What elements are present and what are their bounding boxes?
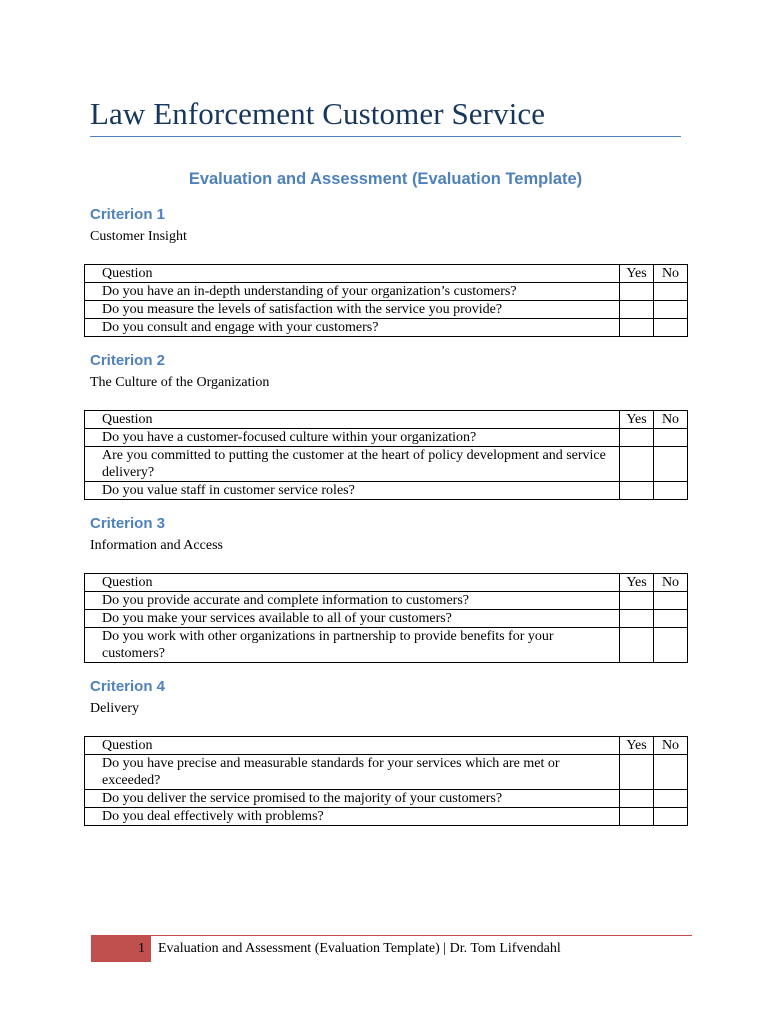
question-cell: Do you have an in-depth understanding of your organization’s customers?: [85, 283, 620, 301]
no-cell[interactable]: [654, 755, 688, 790]
criterion-2-description: The Culture of the Organization: [90, 375, 270, 390]
question-cell: Do you deliver the service promised to the majority of your customers?: [85, 790, 620, 808]
question-cell: Do you consult and engage with your customers?: [85, 319, 620, 337]
no-cell[interactable]: [654, 808, 688, 826]
table-row: [85, 628, 688, 663]
no-cell[interactable]: [654, 283, 688, 301]
yes-cell[interactable]: [620, 429, 654, 447]
criterion-3-description: Information and Access: [90, 538, 223, 553]
no-cell[interactable]: [654, 447, 688, 482]
criterion-1-heading: Criterion 1: [90, 206, 166, 223]
table-row: [85, 610, 688, 628]
table-header-row: [85, 574, 688, 592]
title-divider: [90, 136, 681, 137]
no-cell[interactable]: [654, 482, 688, 500]
yes-cell[interactable]: [620, 319, 654, 337]
question-header: Question: [85, 574, 620, 592]
criterion-3-table: [84, 573, 688, 663]
table-row: [85, 808, 688, 826]
no-header: No: [654, 265, 688, 283]
criterion-1-description: Customer Insight: [90, 229, 187, 244]
criterion-1-table: [84, 264, 688, 337]
table-header-row: [85, 265, 688, 283]
criterion-4-description: Delivery: [90, 701, 139, 716]
page-title: Law Enforcement Customer Service: [90, 96, 546, 131]
question-cell: Do you value staff in customer service roles?: [85, 482, 620, 500]
table-header-row: [85, 737, 688, 755]
yes-header: Yes: [620, 737, 654, 755]
table-row: [85, 482, 688, 500]
document-subtitle: Evaluation and Assessment (Evaluation Template): [188, 170, 583, 188]
yes-cell[interactable]: [620, 447, 654, 482]
no-cell[interactable]: [654, 628, 688, 663]
table-row: [85, 301, 688, 319]
criterion-3-heading: Criterion 3: [90, 515, 166, 532]
criterion-4-heading: Criterion 4: [90, 678, 166, 695]
no-header: No: [654, 574, 688, 592]
no-cell[interactable]: [654, 610, 688, 628]
no-header: No: [654, 411, 688, 429]
table-row: [85, 283, 688, 301]
yes-cell[interactable]: [620, 610, 654, 628]
no-header: No: [654, 737, 688, 755]
table-row: [85, 319, 688, 337]
question-cell: Do you deal effectively with problems?: [85, 808, 620, 826]
no-cell[interactable]: [654, 301, 688, 319]
question-header: Question: [85, 265, 620, 283]
yes-header: Yes: [620, 265, 654, 283]
criterion-2-table: [84, 410, 688, 500]
question-header: Question: [85, 411, 620, 429]
question-cell: Are you committed to putting the customer at the heart of policy development and service delivery?: [85, 447, 620, 482]
no-cell[interactable]: [654, 429, 688, 447]
question-cell: Do you measure the levels of satisfaction with the service you provide?: [85, 301, 620, 319]
table-header-row: [85, 411, 688, 429]
footer-page-number: 1: [138, 941, 145, 956]
question-cell: Do you have a customer-focused culture within your organization?: [85, 429, 620, 447]
yes-header: Yes: [620, 574, 654, 592]
question-cell: Do you work with other organizations in partnership to provide benefits for your customers?: [85, 628, 620, 663]
yes-header: Yes: [620, 411, 654, 429]
no-cell[interactable]: [654, 790, 688, 808]
yes-cell[interactable]: [620, 283, 654, 301]
yes-cell[interactable]: [620, 628, 654, 663]
yes-cell[interactable]: [620, 592, 654, 610]
question-cell: Do you provide accurate and complete information to customers?: [85, 592, 620, 610]
footer-text: Evaluation and Assessment (Evaluation Template) | Dr. Tom Lifvendahl: [158, 941, 561, 956]
yes-cell[interactable]: [620, 301, 654, 319]
question-cell: Do you have precise and measurable standards for your services which are met or exceeded?: [85, 755, 620, 790]
yes-cell[interactable]: [620, 755, 654, 790]
table-row: [85, 447, 688, 482]
criterion-2-heading: Criterion 2: [90, 352, 166, 369]
table-row: [85, 592, 688, 610]
no-cell[interactable]: [654, 319, 688, 337]
no-cell[interactable]: [654, 592, 688, 610]
criterion-4-table: [84, 736, 688, 826]
table-row: [85, 429, 688, 447]
yes-cell[interactable]: [620, 790, 654, 808]
table-row: [85, 790, 688, 808]
table-row: [85, 755, 688, 790]
yes-cell[interactable]: [620, 482, 654, 500]
question-cell: Do you make your services available to all of your customers?: [85, 610, 620, 628]
yes-cell[interactable]: [620, 808, 654, 826]
question-header: Question: [85, 737, 620, 755]
